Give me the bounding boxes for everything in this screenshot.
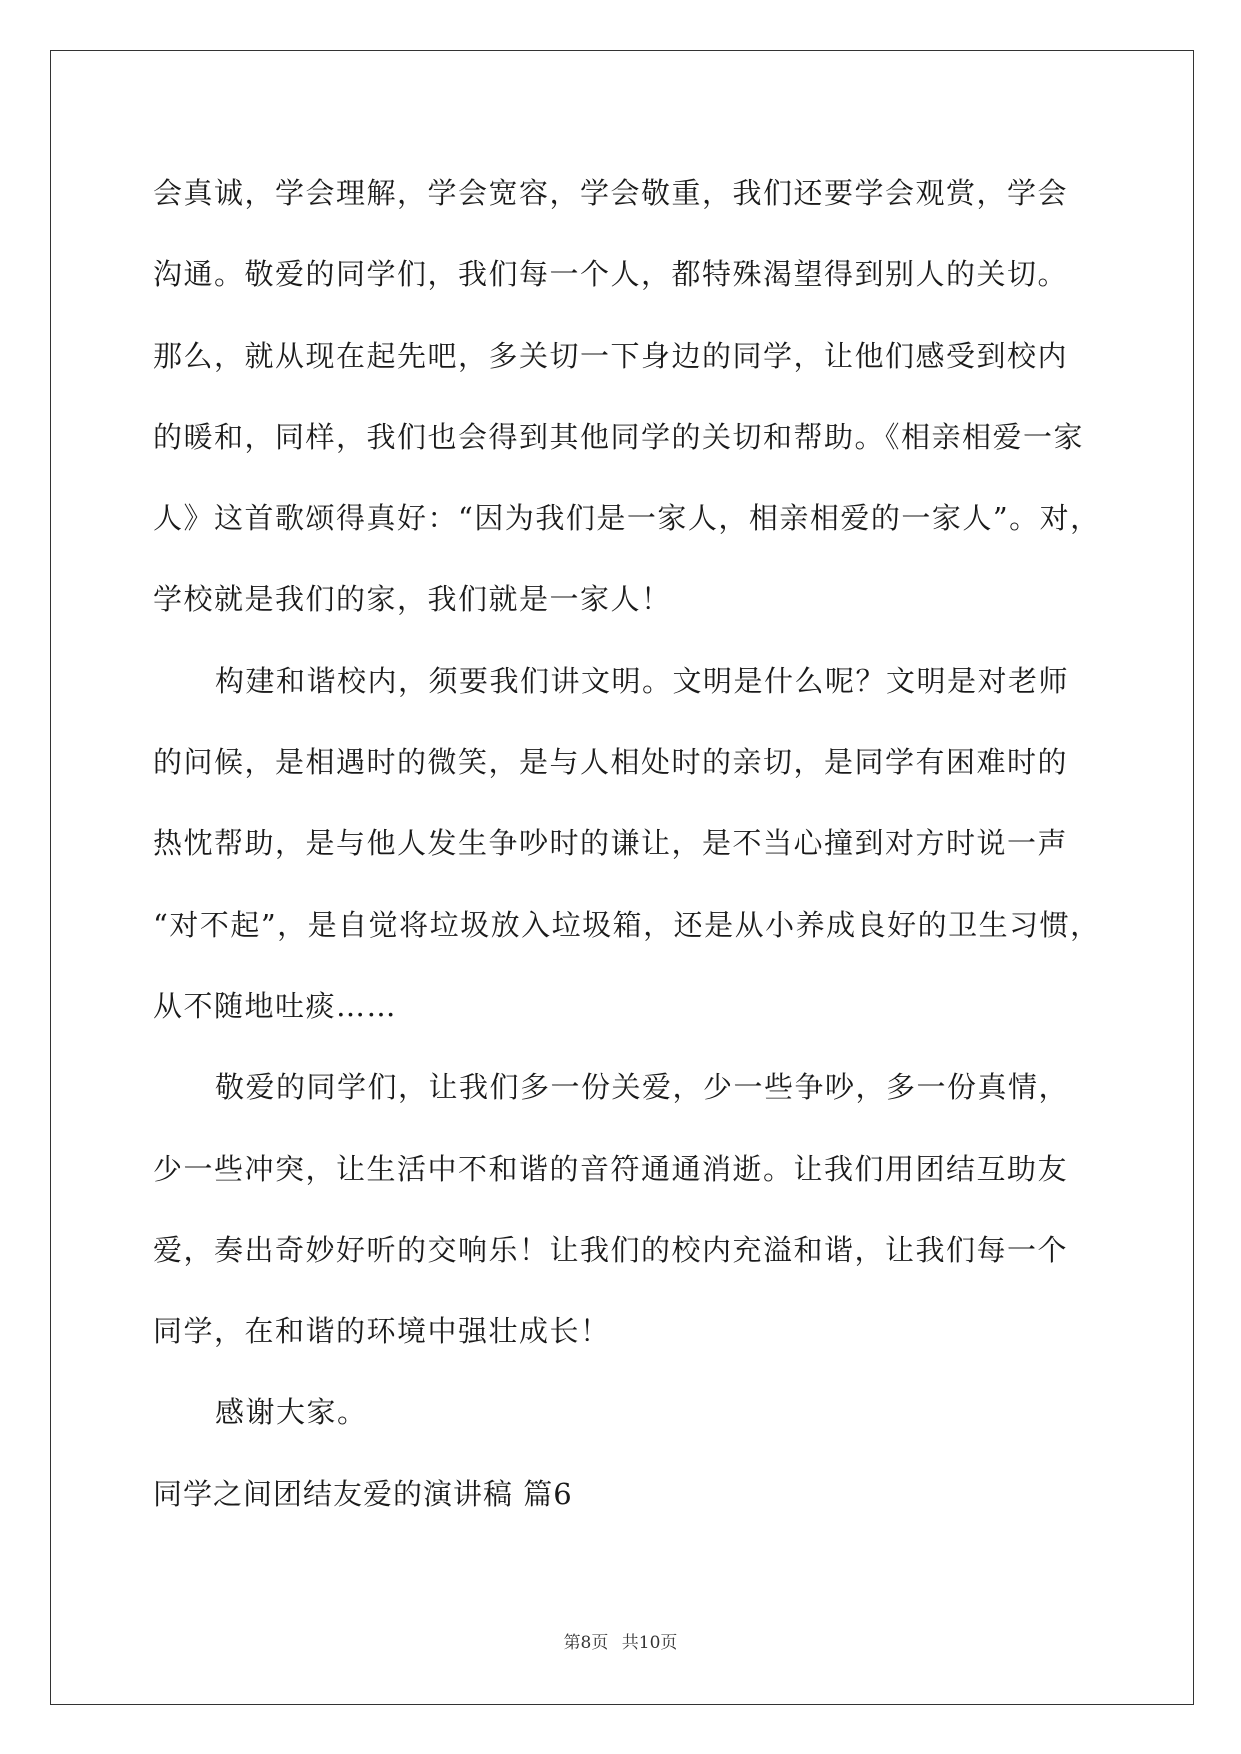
paragraph-line: 那么，就从现在起先吧，多关切一下身边的同学，让他们感受到校内 xyxy=(153,338,1069,373)
paragraph-line: “对不起”，是自觉将垃圾放入垃圾箱，还是从小养成良好的卫生习惯， xyxy=(153,907,1101,942)
paragraph-line: 人》这首歌颂得真好：“因为我们是一家人，相亲相爱的一家人”。对， xyxy=(153,501,1101,536)
paragraph-line: 从不随地吐痰…… xyxy=(153,988,398,1023)
paragraph-line: 的暖和，同样，我们也会得到其他同学的关切和帮助。《相亲相爱一家 xyxy=(153,419,1085,454)
paragraph-line: 少一些冲突，让生活中不和谐的音符通通消逝。让我们用团结互助友 xyxy=(153,1151,1069,1186)
paragraph-line: 会真诚，学会理解，学会宽容，学会敬重，我们还要学会观赏，学会 xyxy=(153,176,1069,210)
paragraph-line: 学校就是我们的家，我们就是一家人！ xyxy=(153,582,672,617)
paragraph-line: 的问候，是相遇时的微笑，是与人相处时的亲切，是同学有困难时的 xyxy=(153,745,1069,780)
paragraph-line: 热忱帮助，是与他人发生争吵时的谦让，是不当心撞到对方时说一声 xyxy=(153,826,1069,861)
page-footer xyxy=(0,1628,1241,1653)
paragraph-line: 同学，在和谐的环境中强壮成长！ xyxy=(153,1314,611,1349)
page-number-current: 第8页 xyxy=(563,1633,609,1653)
section-heading: 同学之间团结友爱的演讲稿 篇6 xyxy=(153,1476,573,1511)
paragraph-line: 爱，奏出奇妙好听的交响乐！让我们的校内充溢和谐，让我们每一个 xyxy=(153,1232,1069,1267)
paragraph-line: 构建和谐校内，须要我们讲文明。文明是什么呢？文明是对老师 xyxy=(215,663,1070,698)
document-body xyxy=(153,162,1101,1525)
paragraph-line: 沟通。敬爱的同学们，我们每一个人，都特殊渴望得到别人的关切。 xyxy=(153,257,1069,292)
paragraph-line: 敬爱的同学们，让我们多一份关爱，少一些争吵，多一份真情， xyxy=(215,1070,1070,1105)
page-number-total: 共10页 xyxy=(621,1633,678,1653)
paragraph-line: 感谢大家。 xyxy=(215,1395,368,1430)
